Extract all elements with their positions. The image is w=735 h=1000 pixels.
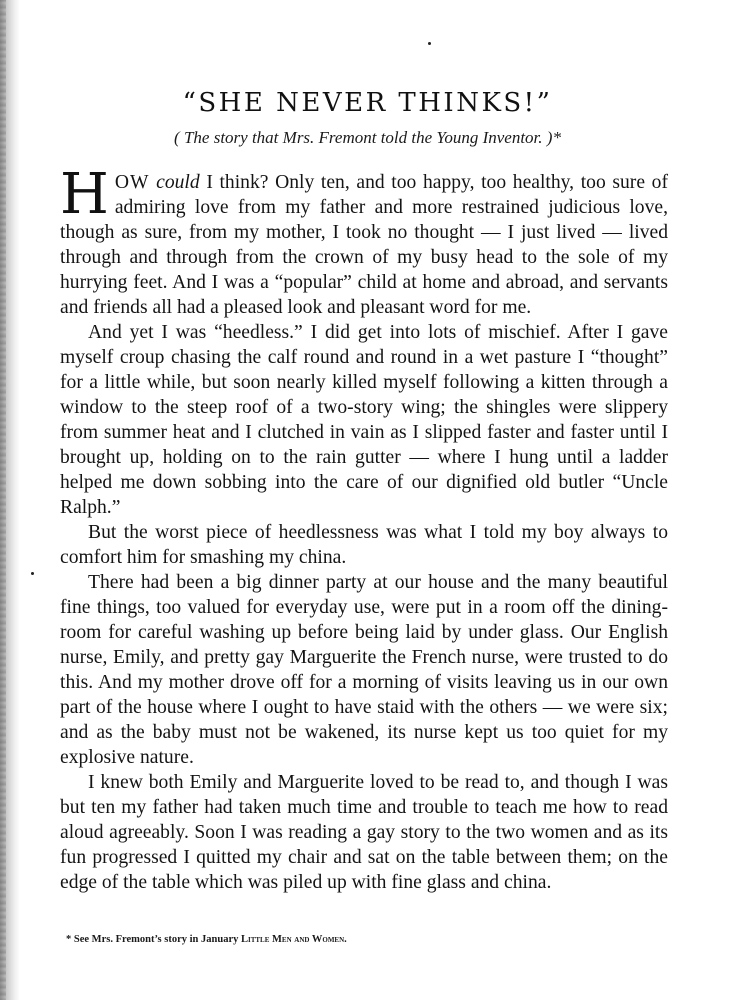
drop-cap: H [60, 162, 109, 227]
story-body [60, 162, 668, 895]
paragraph: There had been a big dinner party at our house and the many beautiful fine things, too valued for everyday use, were put in a room off the dining-room for careful washing up before being laid by under glass. Our English nurse, Emily, and pretty gay Marguerite the French nurse, were trusted to do this. And my mother drove off for a morning of visits leaving us in our own part of the house where I ought to have staid with the others — we were six; and as the baby must not be wakened, its nurse kept us too quiet for my explosive nature. [60, 572, 668, 768]
paragraph: I knew both Emily and Marguerite loved to be read to, and though I was but ten my father had taken much time and trouble to teach me how to read aloud agreeably. Soon I was reading a gay story to the two women and as its fun progressed I quitted my chair and sat on the table between them; on the edge of the table which was piled up with fine glass and china. [60, 772, 668, 893]
opening-italic-word: could [156, 172, 200, 193]
page-title: “SHE NEVER THINKS!” [182, 88, 553, 118]
paragraph: And yet I was “heedless.” I did get into lots of mischief. After I gave myself croup chasing the calf round and round in a wet pasture I “thought” for a little while, but soon nearly killed myself following a kitten through a window to the steep roof of a two-story wing; the shingles were slippery from summer heat and I clutched in vain as I slipped faster and faster until I brought up, holding on to the rain gutter — where I hung until a ladder helped me down sobbing into the care of our dignified old butler “Uncle Ralph.” [60, 322, 668, 518]
opening-text: I think? Only ten, and too happy, too healthy, too sure of admiring love from my father and more restrained judicious love, though as sure, from my mother, I took no thought — I just lived — lived through and through from the crown of my busy head to the sole of my hurrying feet. And I was a “popular” child at home and abroad, and servants and friends all had a pleased look and pleasant word for me. [60, 172, 668, 318]
page-edge-shadow [0, 0, 20, 1000]
opening-paragraph [60, 162, 668, 320]
opening-word-rest: OW [114, 172, 150, 193]
page-subtitle: ( The story that Mrs. Fremont told the Young Inventor. )* [174, 128, 561, 147]
footnote-publication: Little Men and Women. [240, 934, 347, 945]
footnote-text: * See Mrs. Fremont’s story in January [66, 934, 239, 945]
paragraph: But the worst piece of heedlessness was what I told my boy always to comfort him for smashing my china. [60, 522, 668, 568]
footnote [66, 934, 686, 945]
print-speck [31, 572, 34, 575]
print-speck [428, 42, 431, 45]
